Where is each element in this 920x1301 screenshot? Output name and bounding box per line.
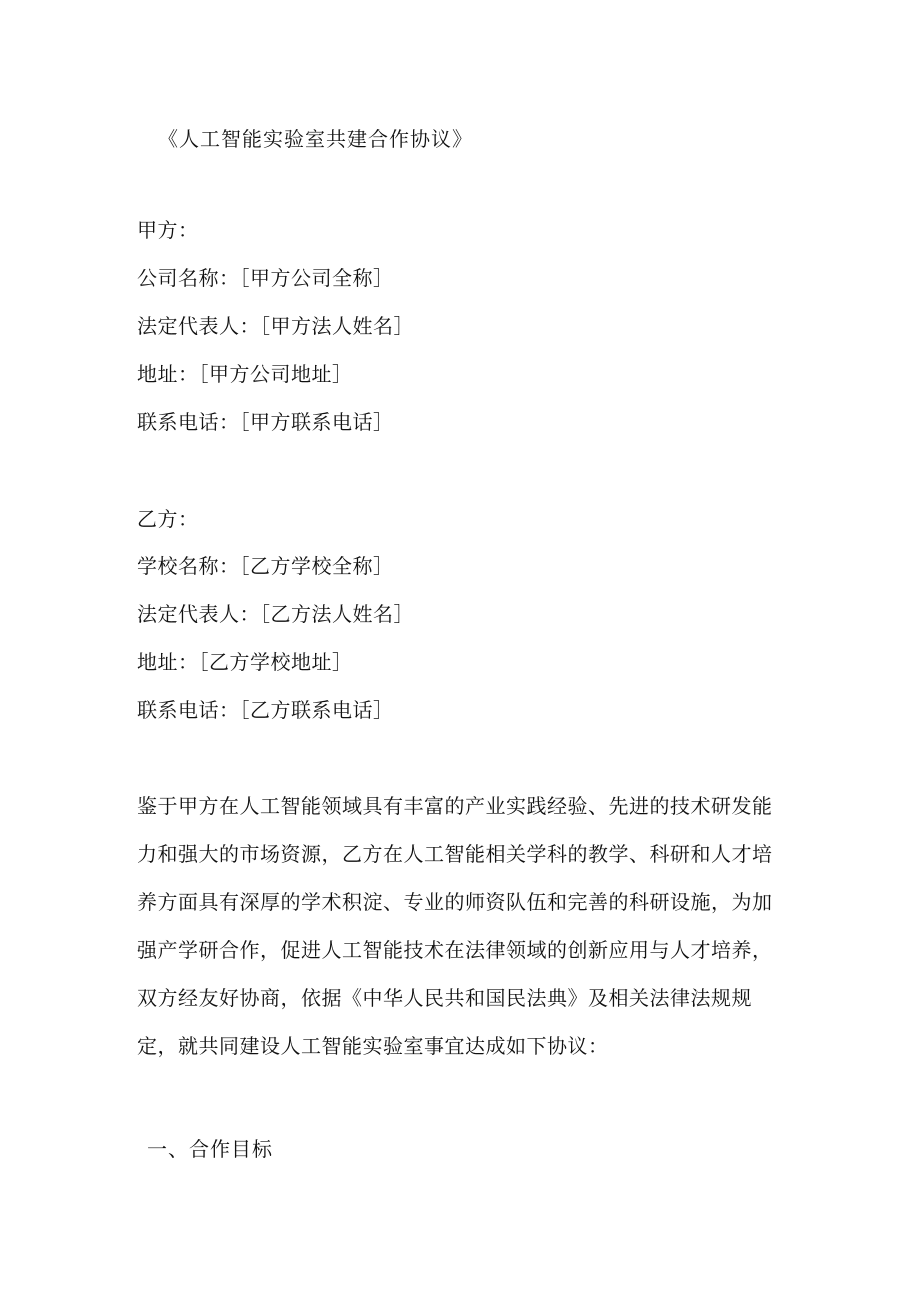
party-b-phone: 联系电话：［乙方联系电话］: [137, 698, 394, 722]
document-title: 《人工智能实验室共建合作协议》: [158, 127, 473, 151]
preamble-line: 力和强大的市场资源，乙方在人工智能相关学科的教学、科研和人才培: [137, 842, 773, 866]
preamble-line: 强产学研合作，促进人工智能技术在法律领域的创新应用与人才培养，: [137, 938, 773, 962]
party-b-legal-rep: 法定代表人：［乙方法人姓名］: [137, 602, 414, 626]
party-a-address: 地址：［甲方公司地址］: [137, 362, 353, 386]
section-heading-cooperation-goals: 一、合作目标: [147, 1137, 273, 1161]
party-a-heading: 甲方：: [137, 218, 199, 242]
party-b-heading: 乙方：: [137, 507, 199, 531]
preamble-line: 鉴于甲方在人工智能领域具有丰富的产业实践经验、先进的技术研发能: [137, 794, 773, 818]
party-b-school-name: 学校名称：［乙方学校全称］: [137, 554, 394, 578]
party-b-address: 地址：［乙方学校地址］: [137, 650, 353, 674]
preamble-line: 定，就共同建设人工智能实验室事宜达成如下协议：: [137, 1034, 609, 1058]
preamble-line: 双方经友好协商，依据《中华人民共和国民法典》及相关法律法规规: [137, 986, 752, 1010]
party-a-phone: 联系电话：［甲方联系电话］: [137, 410, 394, 434]
party-a-company-name: 公司名称：［甲方公司全称］: [137, 266, 394, 290]
preamble-line: 养方面具有深厚的学术积淀、专业的师资队伍和完善的科研设施，为加: [137, 890, 773, 914]
party-a-legal-rep: 法定代表人：［甲方法人姓名］: [137, 314, 414, 338]
